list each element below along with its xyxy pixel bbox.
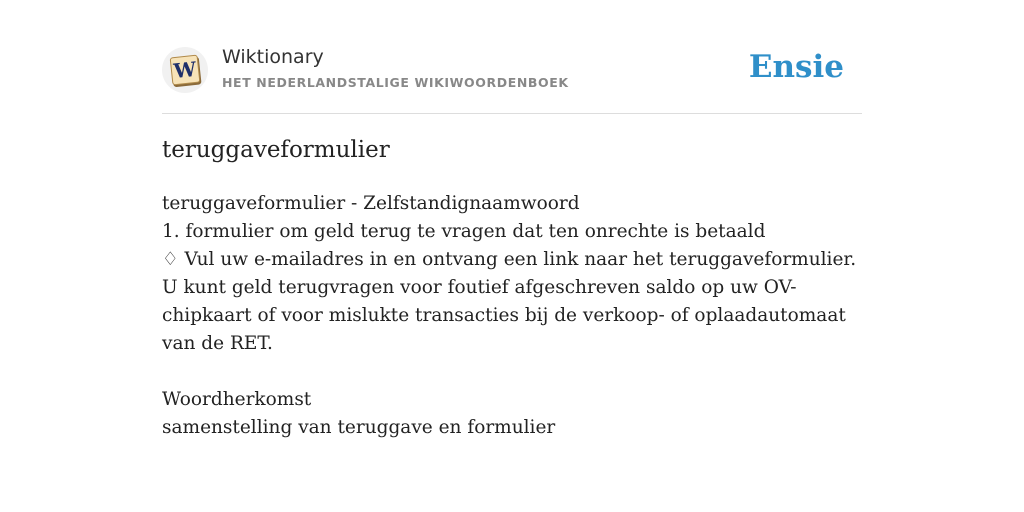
etymology-heading: Woordherkomst — [162, 389, 312, 410]
page — [162, 0, 862, 438]
spacer — [162, 358, 868, 386]
etymology-text: samenstelling van teruggave en formulier — [162, 417, 556, 438]
entry-content — [162, 190, 868, 442]
site-header — [162, 0, 862, 114]
wiktionary-logo-icon[interactable] — [162, 47, 208, 93]
word-class-line: teruggaveformulier - Zelfstandignaamwoord — [162, 193, 580, 214]
site-name[interactable]: Wiktionary — [222, 46, 324, 68]
ensie-brand-link[interactable]: Ensie — [748, 49, 844, 85]
definition: 1. formulier om geld terug te vragen dat ten onrechte is betaald — [162, 221, 766, 242]
page-title: teruggaveformulier — [162, 137, 390, 163]
logo-tile: W — [170, 55, 201, 86]
example-sentence: ♢ Vul uw e-mailadres in en ontvang een link naar het teruggaveformulier. U kunt geld terugvragen voor foutief afgeschreven saldo op uw OV-chipkaart of voor mislukte transacties bij de verkoop- of oplaadautomaat van de RET. — [162, 249, 857, 354]
site-tagline: HET NEDERLANDSTALIGE WIKIWOORDENBOEK — [222, 75, 569, 90]
